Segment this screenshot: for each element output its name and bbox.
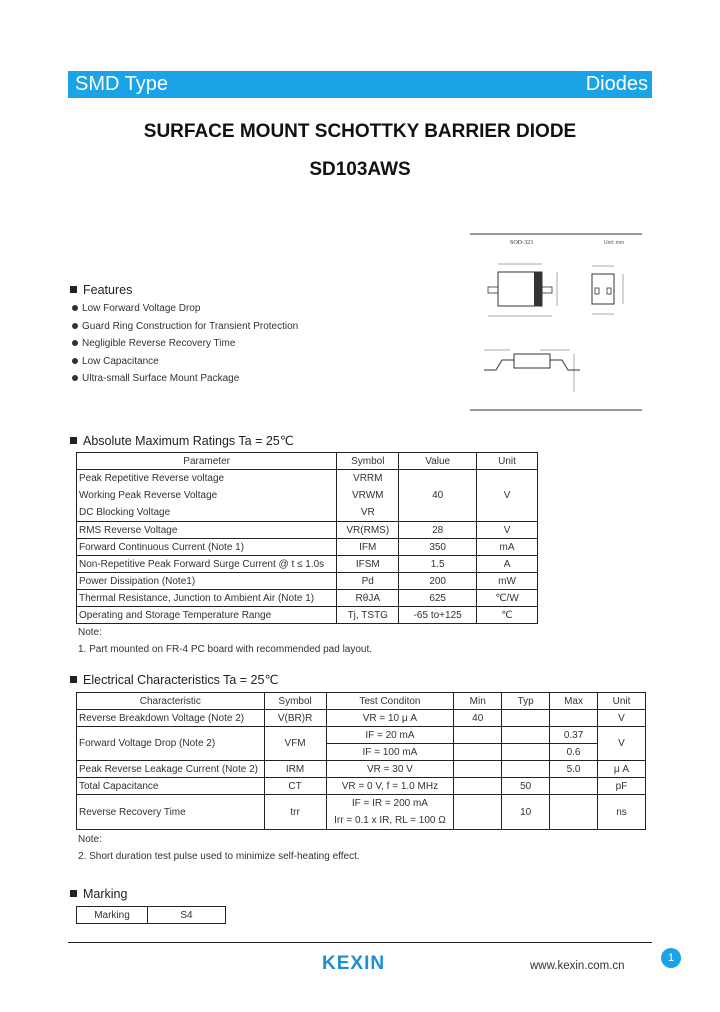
doc-title: SURFACE MOUNT SCHOTTKY BARRIER DIODE: [143, 121, 577, 142]
abs-note-label: Note:: [78, 627, 102, 638]
page-number: 1: [661, 948, 681, 968]
feature-item: Low Forward Voltage Drop: [72, 303, 200, 314]
feature-item: Low Capacitance: [72, 356, 159, 367]
elec-char-heading: Electrical Characteristics Ta = 25℃: [70, 672, 278, 687]
features-heading: Features: [70, 283, 132, 297]
square-bullet-icon: [70, 286, 77, 293]
square-bullet-icon: [70, 890, 77, 897]
table-row: Reverse Breakdown Voltage (Note 2) V(BR)R VR = 10 μ A 40 V: [77, 710, 646, 727]
abs-ratings-heading: Absolute Maximum Ratings Ta = 25℃: [70, 433, 294, 448]
part-number: SD103AWS: [309, 159, 411, 180]
table-row: Forward Continuous Current (Note 1) IFM 350 mA: [77, 539, 538, 556]
bullet-icon: [72, 323, 78, 329]
elec-note-label: Note:: [78, 834, 102, 845]
table-row: RMS Reverse Voltage VR(RMS) 28 V: [77, 522, 538, 539]
feature-item: Negligible Reverse Recovery Time: [72, 338, 235, 349]
table-header-row: Parameter Symbol Value Unit: [77, 453, 538, 470]
abs-note: 1. Part mounted on FR-4 PC board with recommended pad layout.: [78, 644, 373, 655]
square-bullet-icon: [70, 437, 77, 444]
table-row: IF = 100 mA 0.6: [77, 744, 646, 761]
square-bullet-icon: [70, 676, 77, 683]
header-left: SMD Type: [75, 73, 168, 95]
marking-heading: Marking: [70, 887, 127, 901]
kexin-logo: KEXIN: [322, 953, 386, 974]
feature-item: Guard Ring Construction for Transient Protection: [72, 321, 298, 332]
bullet-icon: [72, 375, 78, 381]
header-right: Diodes: [585, 73, 648, 95]
header-banner: [68, 71, 652, 98]
table-row: Non-Repetitive Peak Forward Surge Current @ t ≤ 1.0s IFSM 1.5 A: [77, 556, 538, 573]
package-unit: Unit: mm: [604, 240, 624, 246]
marking-table: [76, 906, 226, 924]
package-name: SOD-323: [510, 240, 534, 246]
package-outline-drawing: [470, 232, 642, 412]
elec-char-table: [76, 692, 646, 830]
feature-item: Ultra-small Surface Mount Package: [72, 373, 239, 384]
abs-ratings-table: [76, 452, 538, 624]
table-row: Operating and Storage Temperature Range Tj, TSTG -65 to+125 ℃: [77, 607, 538, 624]
table-row: Total Capacitance CT VR = 0 V, f = 1.0 MHz 50 pF: [77, 778, 646, 795]
table-row: Power Dissipation (Note1) Pd 200 mW: [77, 573, 538, 590]
table-row: Peak Repetitive Reverse voltage Working Peak Reverse Voltage DC Blocking Voltage VRRM VRWM VR 40 V: [77, 470, 538, 522]
table-row: Peak Reverse Leakage Current (Note 2) IRM VR = 30 V 5.0 μ A: [77, 761, 646, 778]
footer-divider: [68, 942, 652, 943]
table-header-row: Characteristic Symbol Test Conditon Min Typ Max Unit: [77, 693, 646, 710]
elec-note: 2. Short duration test pulse used to minimize self-heating effect.: [78, 851, 360, 862]
table-row: Marking S4: [77, 907, 226, 924]
bullet-icon: [72, 358, 78, 364]
table-row: Thermal Resistance, Junction to Ambient Air (Note 1) RθJA 625 ℃/W: [77, 590, 538, 607]
bullet-icon: [72, 305, 78, 311]
table-row: Forward Voltage Drop (Note 2) VFM IF = 20 mA 0.37 V: [77, 727, 646, 744]
footer-url[interactable]: www.kexin.com.cn: [530, 960, 625, 972]
bullet-icon: [72, 340, 78, 346]
table-row: Reverse Recovery Time trr IF = IR = 200 mA Irr = 0.1 x IR, RL = 100 Ω 10 ns: [77, 795, 646, 830]
